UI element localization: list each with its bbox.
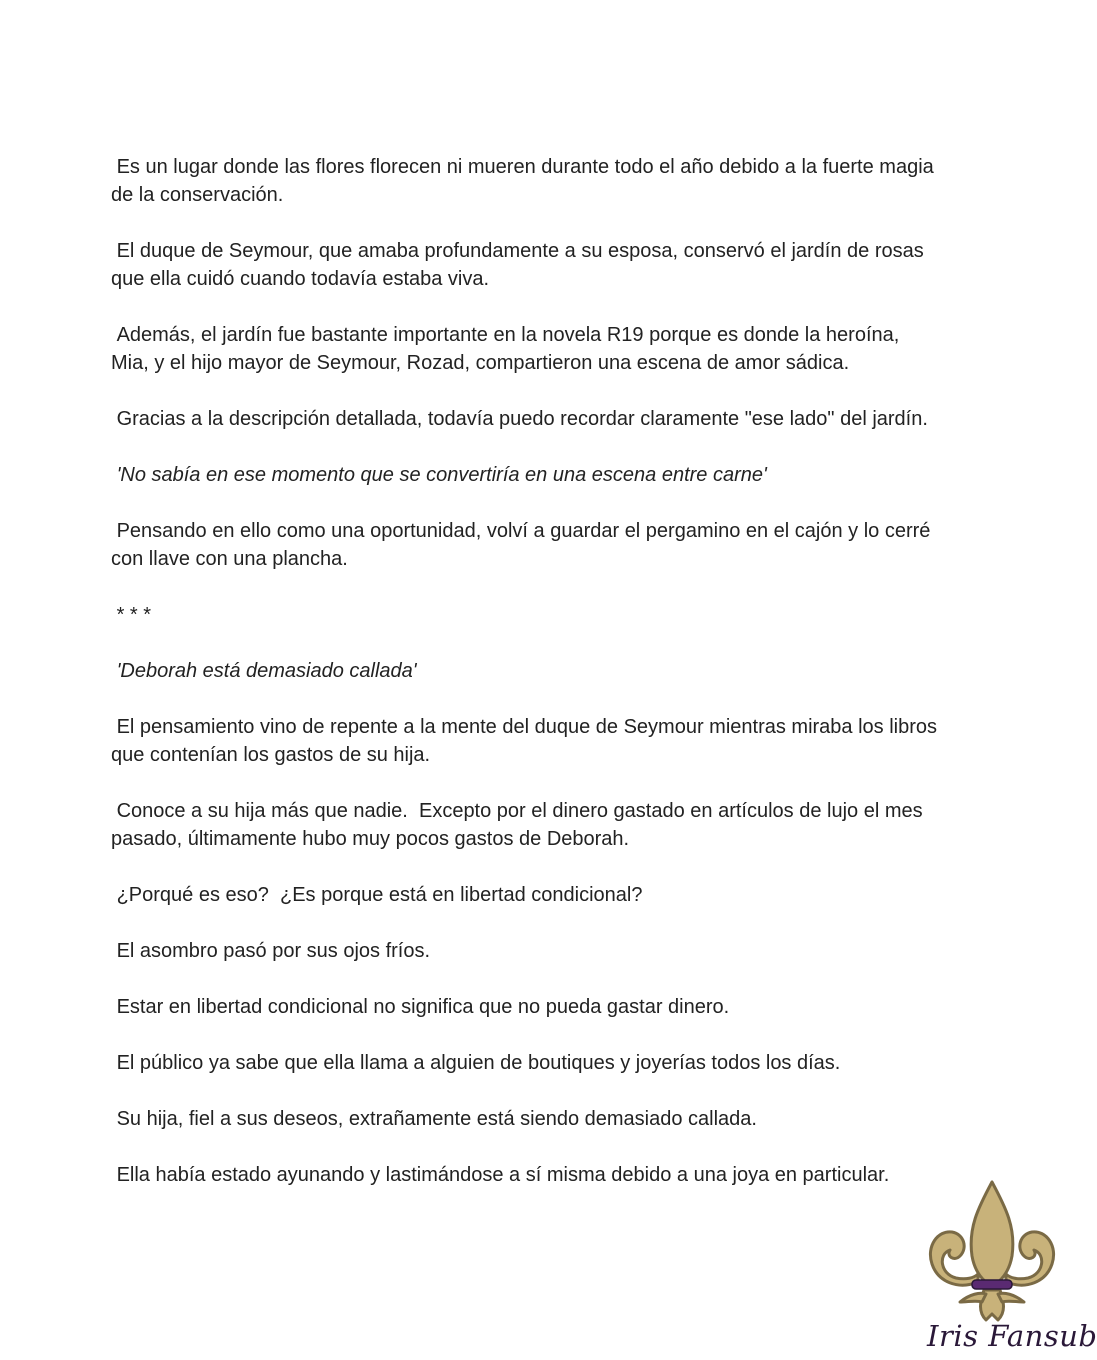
paragraph: Pensando en ello como una oportunidad, volví a guardar el pergamino en el cajón y lo cerré con llave con una plancha. bbox=[111, 520, 936, 570]
paragraph: Ella había estado ayunando y lastimándose a sí misma debido a una joya en particular. bbox=[111, 1164, 890, 1186]
paragraph: Estar en libertad condicional no significa que no pueda gastar dinero. bbox=[111, 996, 730, 1018]
paragraph: El pensamiento vino de repente a la mente del duque de Seymour mientras miraba los libros que contenían los gastos de su hija. bbox=[111, 716, 943, 766]
paragraph: 'Deborah está demasiado callada' bbox=[111, 660, 417, 682]
paragraph: 'No sabía en ese momento que se convertiría en una escena entre carne' bbox=[111, 464, 767, 486]
paragraph: El asombro pasó por sus ojos fríos. bbox=[111, 940, 431, 962]
paragraph: El público ya sabe que ella llama a alguien de boutiques y joyerías todos los días. bbox=[111, 1052, 841, 1074]
paragraph: ¿Porqué es eso? ¿Es porque está en libertad condicional? bbox=[111, 884, 643, 906]
watermark bbox=[905, 1178, 1097, 1360]
paragraph: Su hija, fiel a sus deseos, extrañamente está siendo demasiado callada. bbox=[111, 1108, 757, 1130]
watermark-text: Iris Fansub bbox=[927, 1319, 1097, 1353]
fleur-de-lis-icon bbox=[920, 1178, 1065, 1328]
paragraph: El duque de Seymour, que amaba profundamente a su esposa, conservó el jardín de rosas que ella cuidó cuando todavía estaba viva. bbox=[111, 240, 930, 290]
paragraph: Además, el jardín fue bastante importante en la novela R19 porque es donde la heroína, Mia, y el hijo mayor de Seymour, Rozad, compartieron una escena de amor sádica. bbox=[111, 324, 905, 374]
paragraph: * * * bbox=[111, 604, 152, 626]
paragraph: Es un lugar donde las flores florecen ni mueren durante todo el año debido a la fuerte magia de la conservación. bbox=[111, 156, 940, 206]
document-body bbox=[111, 153, 941, 1217]
paragraph: Gracias a la descripción detallada, todavía puedo recordar claramente "ese lado" del jardín. bbox=[111, 408, 928, 430]
paragraph: Conoce a su hija más que nadie. Excepto por el dinero gastado en artículos de lujo el mes pasado, últimamente hubo muy pocos gastos de Deborah. bbox=[111, 800, 929, 850]
